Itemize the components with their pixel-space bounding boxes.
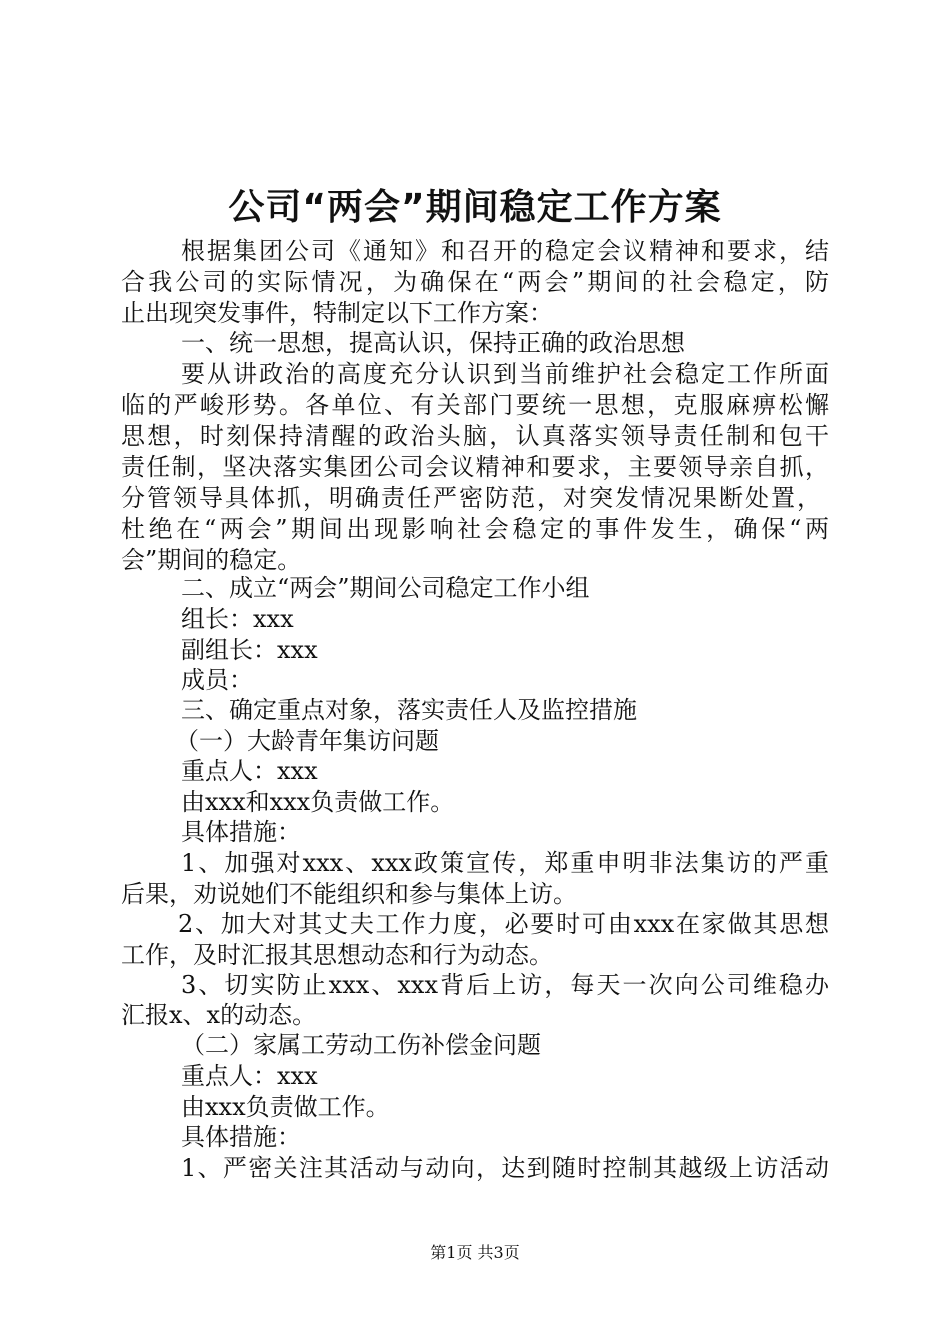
- page-footer: 第1页 共3页: [430, 1243, 520, 1262]
- body-line: 由xxx负责做工作。: [181, 1093, 390, 1121]
- body-line: 由xxx和xxx负责做工作。: [181, 788, 455, 816]
- body-line: 具体措施：: [181, 1123, 301, 1151]
- body-line: 1、加强对xxx、xxx政策宣传，郑重申明非法集访的严重: [181, 849, 829, 877]
- subsection-heading: （二）家属工劳动工伤补偿金问题: [181, 1031, 541, 1059]
- body-line: 1、严密关注其活动与动向，达到随时控制其越级上访活动: [181, 1154, 829, 1182]
- body-line: 思想，时刻保持清醒的政治头脑，认真落实领导责任制和包干: [121, 422, 829, 450]
- body-line: 工作，及时汇报其思想动态和行为动态。: [121, 941, 553, 969]
- body-line: 汇报x、x的动态。: [121, 1001, 317, 1029]
- body-line: 具体措施：: [181, 818, 301, 846]
- body-line: 成员：: [181, 666, 253, 694]
- section-heading: 一、统一思想，提高认识，保持正确的政治思想: [181, 329, 685, 357]
- body-line: 根据集团公司《通知》和召开的稳定会议精神和要求，结: [181, 237, 829, 265]
- body-line: 会”期间的稳定。: [121, 546, 302, 574]
- body-line: 分管领导具体抓，明确责任严密防范，对突发情况果断处置，: [121, 484, 821, 512]
- body-line: 临的严峻形势。各单位、有关部门要统一思想，克服麻痹松懈: [121, 391, 829, 419]
- body-line: 合我公司的实际情况，为确保在“两会”期间的社会稳定，防: [121, 268, 829, 296]
- body-line: 重点人：xxx: [181, 757, 318, 785]
- section-heading: 三、确定重点对象，落实责任人及监控措施: [181, 696, 637, 724]
- subsection-heading: （一）大龄青年集访问题: [175, 727, 439, 755]
- body-line: 3、切实防止xxx、xxx背后上访，每天一次向公司维稳办: [181, 971, 829, 999]
- body-line: 组长：xxx: [181, 605, 294, 633]
- document-title: 公司“两会”期间稳定工作方案: [228, 187, 722, 228]
- body-line: 要从讲政治的高度充分认识到当前维护社会稳定工作所面: [181, 360, 829, 388]
- body-line: 2、加大对其丈夫工作力度，必要时可由xxx在家做其思想: [178, 910, 829, 938]
- body-line: 止出现突发事件，特制定以下工作方案：: [121, 299, 553, 327]
- body-line: 杜绝在“两会”期间出现影响社会稳定的事件发生，确保“两: [121, 515, 829, 543]
- body-line: 责任制，坚决落实集团公司会议精神和要求，主要领导亲自抓，: [121, 453, 829, 481]
- body-line: 重点人：xxx: [181, 1062, 318, 1090]
- body-line: 后果，劝说她们不能组织和参与集体上访。: [121, 880, 577, 908]
- section-heading: 二、成立“两会”期间公司稳定工作小组: [181, 574, 590, 602]
- body-line: 副组长：xxx: [181, 636, 318, 664]
